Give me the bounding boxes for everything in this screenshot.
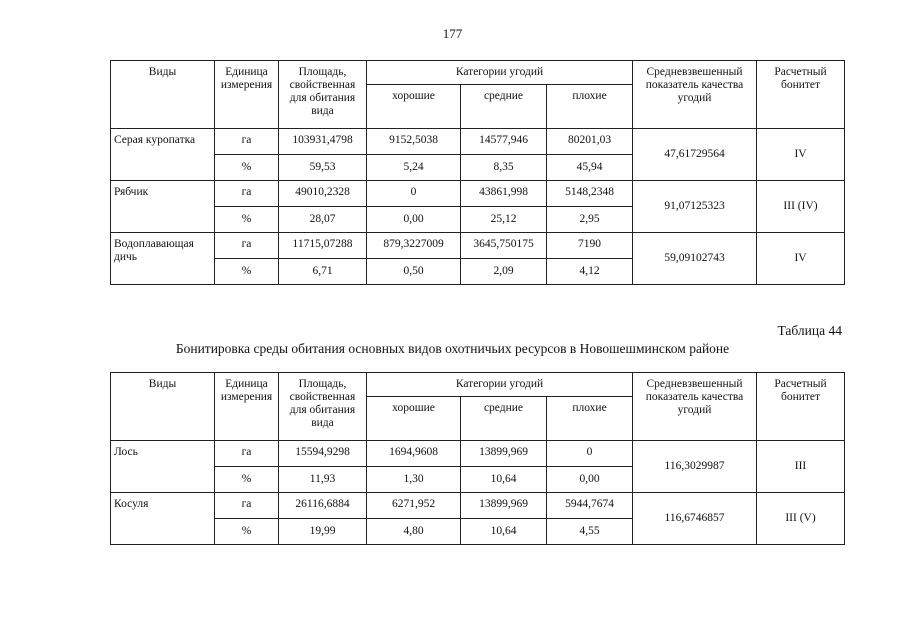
unit-cell: га [215,181,279,207]
medium-cell: 43861,998 [461,181,547,207]
area-cell: 11715,07288 [279,233,367,259]
header-unit: Единица измерения [215,61,279,129]
header-categories: Категории угодий [367,61,633,85]
medium-cell: 14577,946 [461,129,547,155]
area-cell: 49010,2328 [279,181,367,207]
poor-cell: 45,94 [547,155,633,181]
table-caption-title: Бонитировка среды обитания основных видов охотничьих ресурсов в Новошешминском районе [175,341,730,356]
header-good: хорошие [367,85,461,129]
page-number: 177 [442,26,463,41]
header-medium: средние [461,397,547,441]
habitat-table-1 [110,60,845,285]
weighted-cell: 116,3029987 [633,441,757,493]
poor-cell: 80201,03 [547,129,633,155]
unit-cell: га [215,493,279,519]
bonitet-cell: III (V) [757,493,845,545]
medium-cell: 3645,750175 [461,233,547,259]
area-cell: 28,07 [279,207,367,233]
good-cell: 1,30 [367,467,461,493]
good-cell: 879,3227009 [367,233,461,259]
good-cell: 5,24 [367,155,461,181]
good-cell: 0,50 [367,259,461,285]
weighted-cell: 91,07125323 [633,181,757,233]
area-cell: 59,53 [279,155,367,181]
medium-cell: 10,64 [461,467,547,493]
poor-cell: 5944,7674 [547,493,633,519]
header-area: Площадь, свойственная для обитания вида [279,373,367,441]
species-name: Водоплавающая дичь [111,233,215,285]
area-cell: 6,71 [279,259,367,285]
medium-cell: 10,64 [461,519,547,545]
bonitet-cell: IV [757,233,845,285]
species-name: Рябчик [111,181,215,233]
header-species: Виды [111,373,215,441]
header-species: Виды [111,61,215,129]
header-medium: средние [461,85,547,129]
header-weighted: Средневзвешенный показатель качества угодий [633,373,757,441]
bonitet-cell: III (IV) [757,181,845,233]
header-area: Площадь, свойственная для обитания вида [279,61,367,129]
medium-cell: 13899,969 [461,441,547,467]
poor-cell: 4,12 [547,259,633,285]
good-cell: 1694,9608 [367,441,461,467]
table-row [111,441,845,467]
header-good: хорошие [367,397,461,441]
poor-cell: 0 [547,441,633,467]
unit-cell: % [215,259,279,285]
bonitet-cell: III [757,441,845,493]
header-bonitet: Расчетный бонитет [757,373,845,441]
header-weighted: Средневзвешенный показатель качества угодий [633,61,757,129]
weighted-cell: 59,09102743 [633,233,757,285]
unit-cell: % [215,467,279,493]
unit-cell: га [215,233,279,259]
weighted-cell: 47,61729564 [633,129,757,181]
unit-cell: га [215,129,279,155]
bonitet-cell: IV [757,129,845,181]
unit-cell: % [215,207,279,233]
area-cell: 15594,9298 [279,441,367,467]
poor-cell: 4,55 [547,519,633,545]
weighted-cell: 116,6746857 [633,493,757,545]
unit-cell: % [215,155,279,181]
species-name: Лось [111,441,215,493]
medium-cell: 13899,969 [461,493,547,519]
unit-cell: га [215,441,279,467]
header-categories: Категории угодий [367,373,633,397]
good-cell: 9152,5038 [367,129,461,155]
header-bonitet: Расчетный бонитет [757,61,845,129]
header-poor: плохие [547,397,633,441]
good-cell: 0 [367,181,461,207]
poor-cell: 0,00 [547,467,633,493]
table-row [111,181,845,207]
poor-cell: 2,95 [547,207,633,233]
area-cell: 26116,6884 [279,493,367,519]
species-name: Косуля [111,493,215,545]
poor-cell: 5148,2348 [547,181,633,207]
table-caption-number: Таблица 44 [777,323,842,338]
good-cell: 6271,952 [367,493,461,519]
good-cell: 4,80 [367,519,461,545]
habitat-table-2 [110,372,845,545]
header-poor: плохие [547,85,633,129]
good-cell: 0,00 [367,207,461,233]
table-row [111,493,845,519]
medium-cell: 8,35 [461,155,547,181]
table-row [111,129,845,155]
medium-cell: 2,09 [461,259,547,285]
area-cell: 19,99 [279,519,367,545]
header-unit: Единица измерения [215,373,279,441]
medium-cell: 25,12 [461,207,547,233]
area-cell: 11,93 [279,467,367,493]
table-row [111,233,845,259]
area-cell: 103931,4798 [279,129,367,155]
unit-cell: % [215,519,279,545]
species-name: Серая куропатка [111,129,215,181]
poor-cell: 7190 [547,233,633,259]
